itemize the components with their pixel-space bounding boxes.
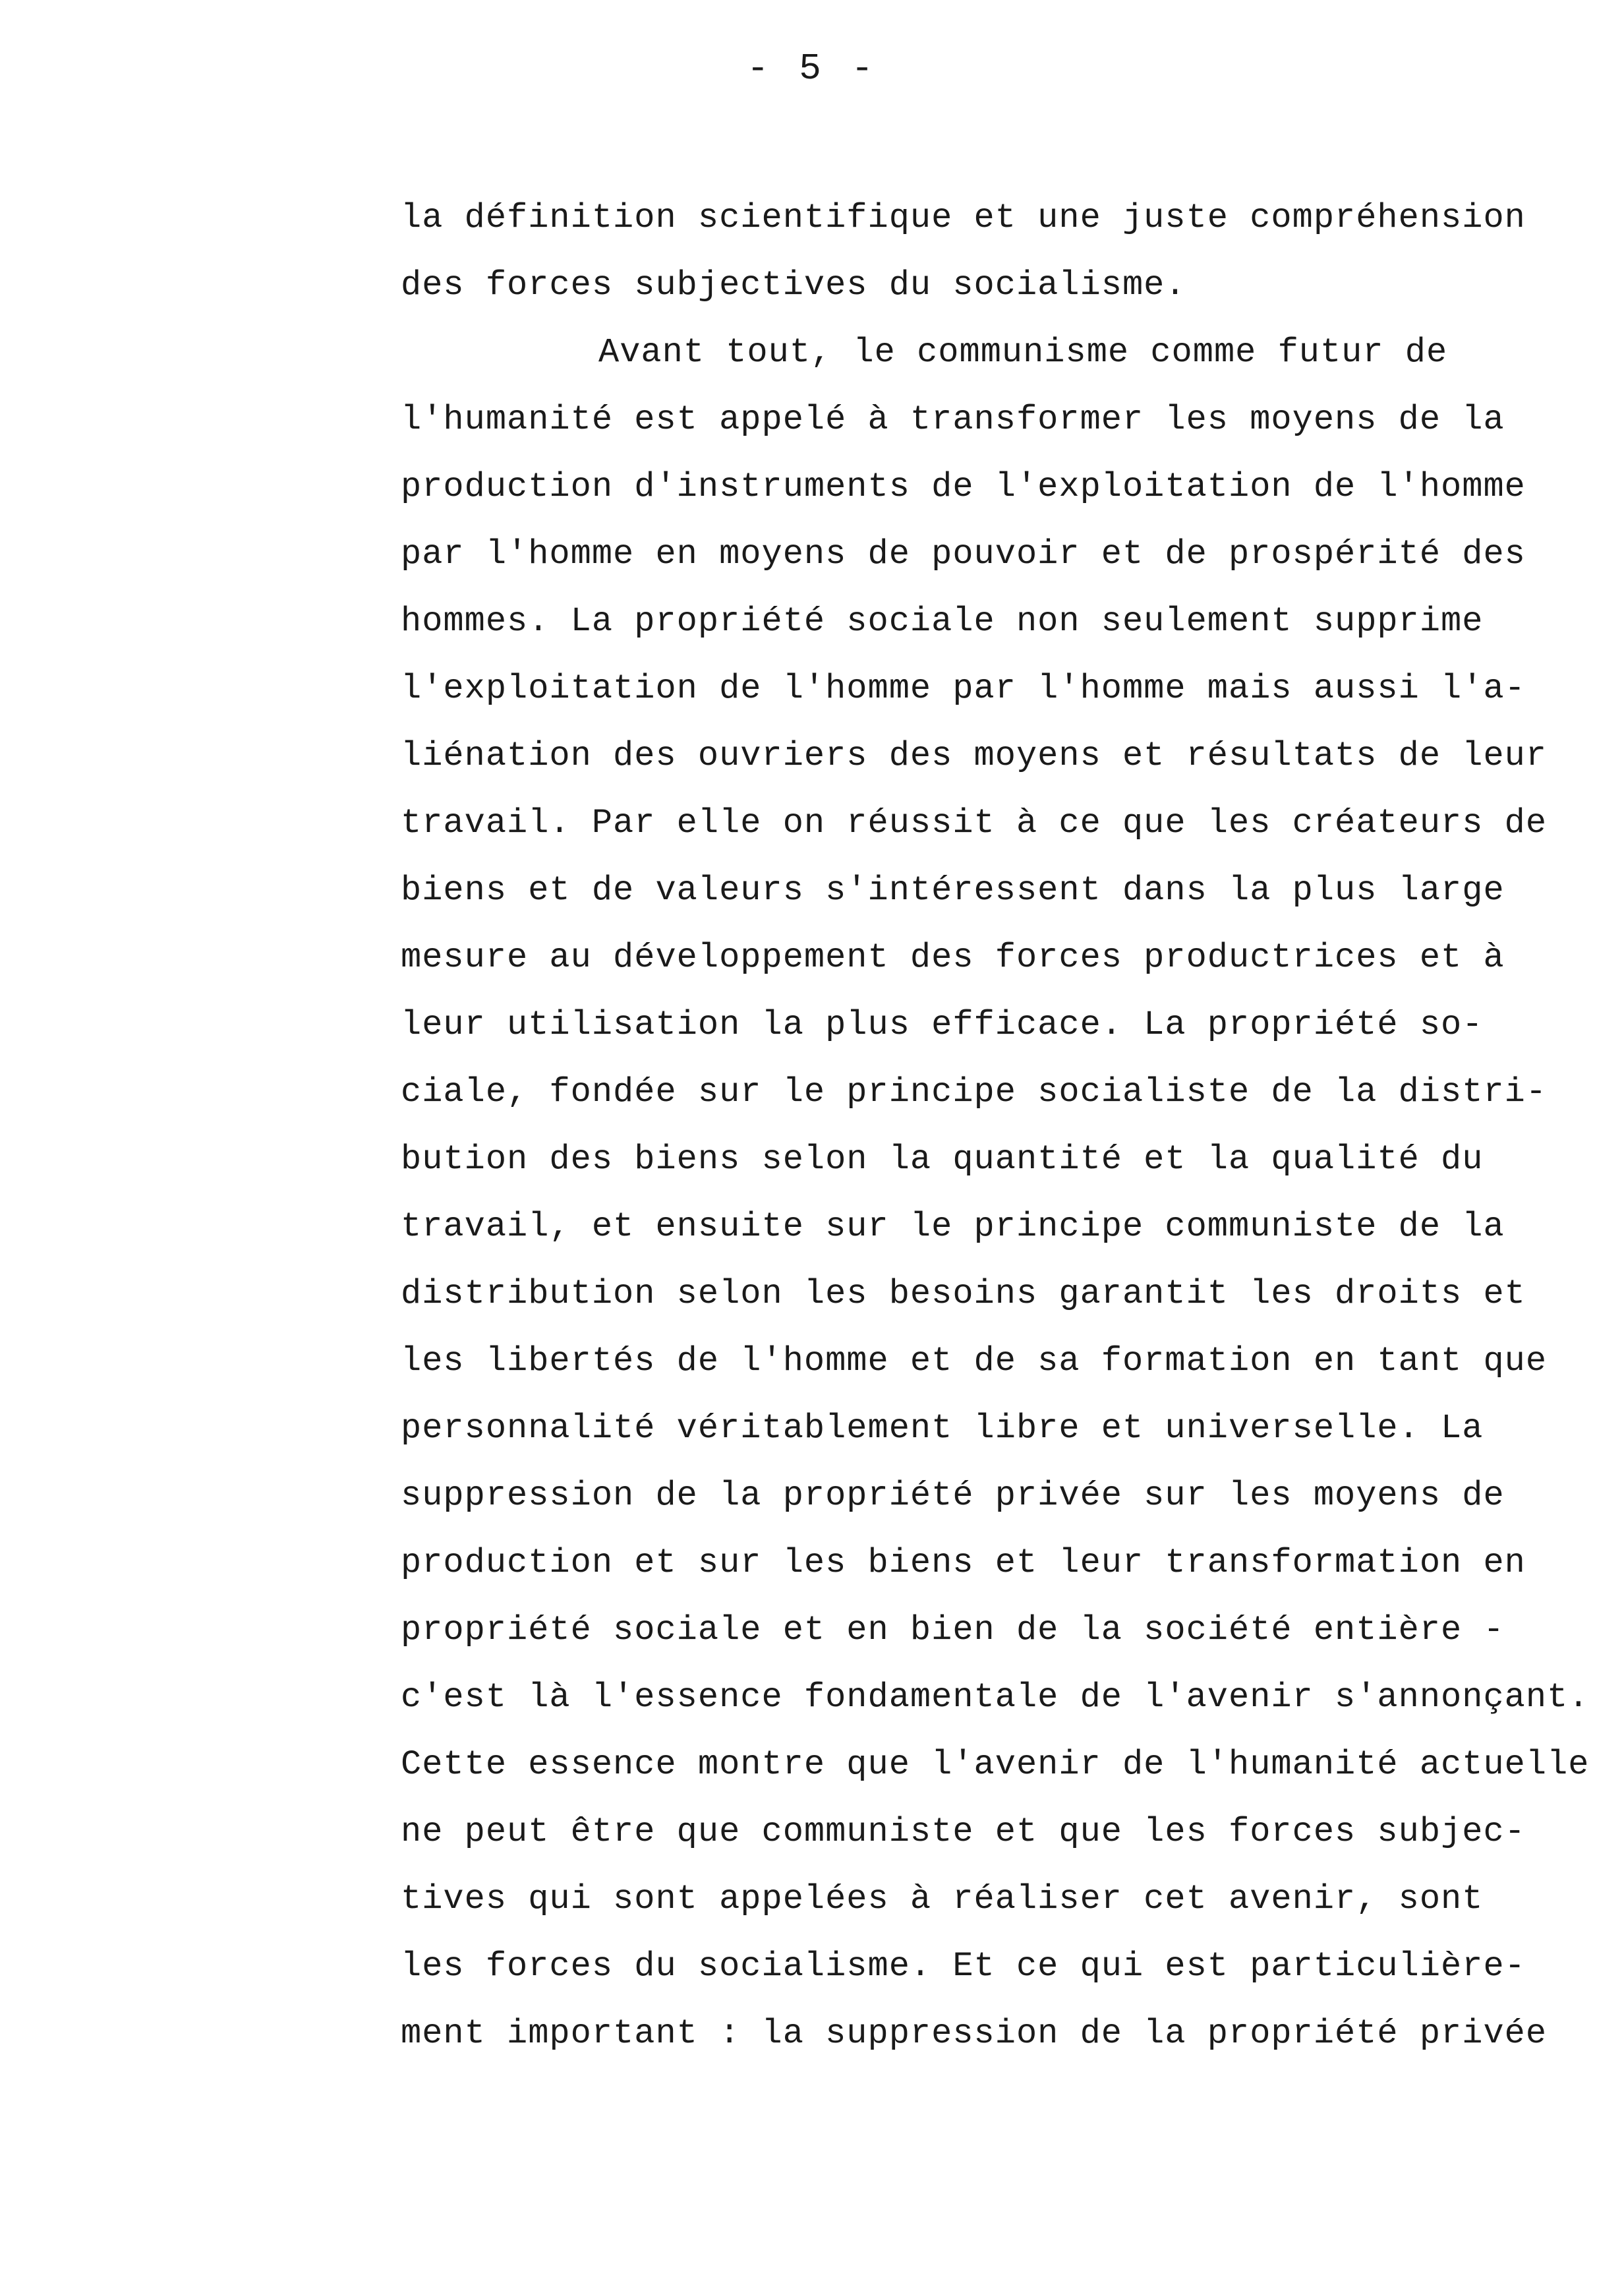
text-line: Cette essence montre que l'avenir de l'humanité actuelle [401,1745,1590,1784]
text-line: bution des biens selon la quantité et la qualité du [401,1140,1484,1179]
text-line: distribution selon les besoins garantit les droits et [401,1274,1526,1313]
text-line: Avant tout, le communisme comme futur de [598,333,1448,372]
text-line: production et sur les biens et leur transformation en [401,1543,1526,1582]
text-line: personnalité véritablement libre et universelle. La [401,1409,1484,1448]
text-line: les forces du socialisme. Et ce qui est particulière- [401,1947,1526,1986]
text-line: par l'homme en moyens de pouvoir et de prospérité des [401,535,1526,574]
text-line: les libertés de l'homme et de sa formation en tant que [401,1342,1548,1381]
text-line: c'est là l'essence fondamentale de l'avenir s'annonçant. [401,1678,1590,1717]
text-line: production d'instruments de l'exploitation de l'homme [401,467,1526,506]
text-line: ment important : la suppression de la propriété privée [401,2014,1548,2053]
text-line: travail, et ensuite sur le principe communiste de la [401,1207,1505,1246]
text-line: suppression de la propriété privée sur les moyens de [401,1476,1505,1515]
text-line: mesure au développement des forces productrices et à [401,938,1505,977]
text-line: l'exploitation de l'homme par l'homme mais aussi l'a- [401,669,1526,708]
page-number: - 5 - [746,47,878,90]
text-line: propriété sociale et en bien de la société entière - [401,1611,1505,1650]
text-line: liénation des ouvriers des moyens et résultats de leur [401,736,1548,775]
text-line: travail. Par elle on réussit à ce que les créateurs de [401,804,1548,843]
text-line: la définition scientifique et une juste compréhension [401,198,1526,237]
text-line: l'humanité est appelé à transformer les moyens de la [401,400,1505,439]
text-line: leur utilisation la plus efficace. La propriété so- [401,1005,1484,1044]
text-line: biens et de valeurs s'intéressent dans la plus large [401,871,1505,910]
text-line: tives qui sont appelées à réaliser cet avenir, sont [401,1880,1484,1918]
text-line: ne peut être que communiste et que les forces subjec- [401,1812,1526,1851]
text-line: des forces subjectives du socialisme. [401,266,1186,305]
body-text [401,185,1590,2067]
text-line: ciale, fondée sur le principe socialiste de la distri- [401,1073,1548,1112]
text-line: hommes. La propriété sociale non seulement supprime [401,602,1484,641]
